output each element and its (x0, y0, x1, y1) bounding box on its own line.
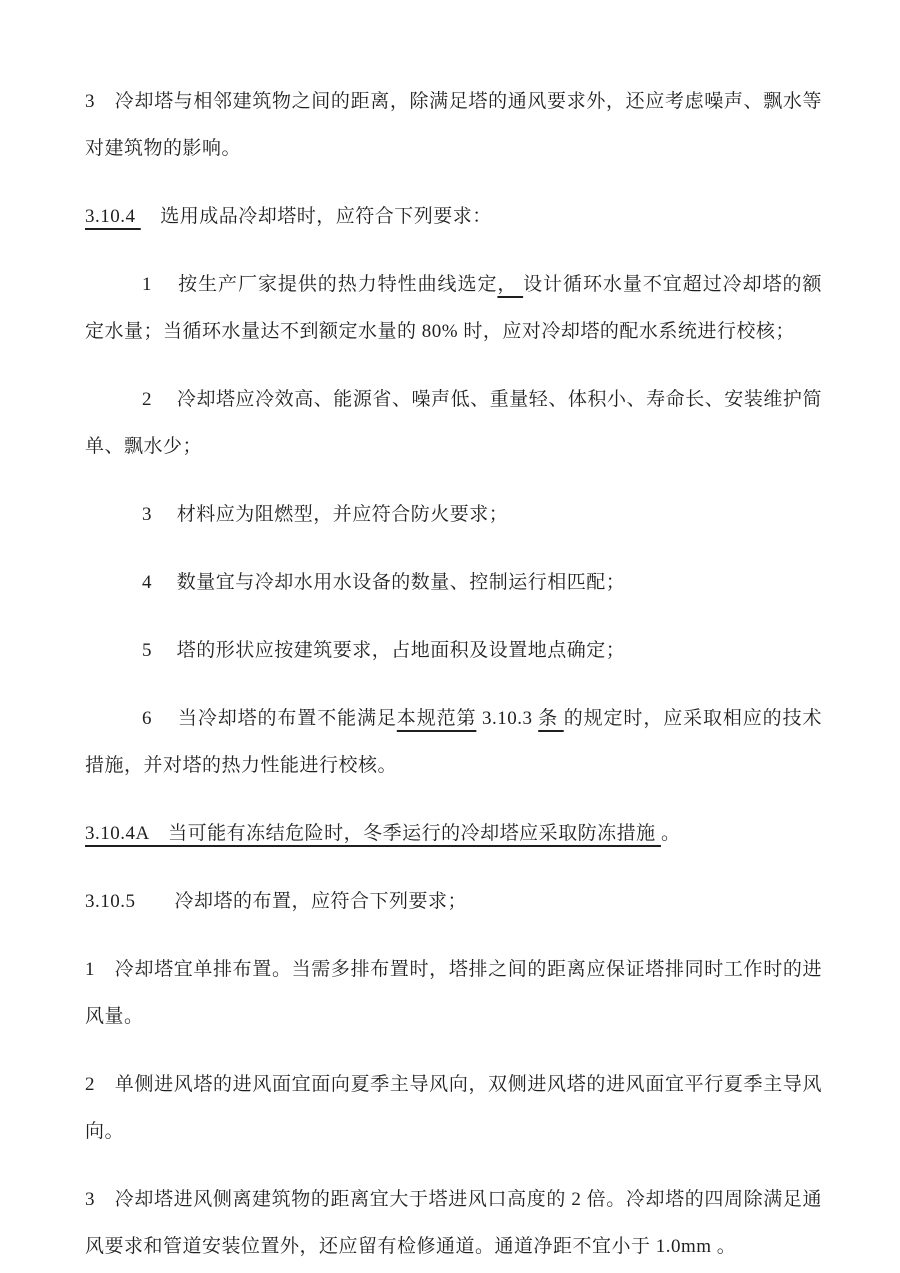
underlined-reference: 本规范第 (396, 708, 477, 729)
underlined-reference: 条 (538, 708, 564, 729)
text-segment: 3 冷却塔与相邻建筑物之间的距离，除满足塔的通风要求外，还应考虑噪声、飘水等对建筑物的影响。 (85, 91, 822, 159)
underlined-comma: ， (497, 274, 524, 295)
text-segment: 3 材料应为阻燃型，并应符合防火要求； (142, 504, 509, 525)
text-segment: 1 冷却塔宜单排布置。当需多排布置时，塔排之间的距离应保证塔排同时工作时的进风量。 (85, 959, 822, 1027)
sub-item-2 (85, 376, 822, 470)
text-segment: 选用成品冷却塔时，应符合下列要求： (140, 206, 492, 227)
clause-item-3 (85, 78, 822, 172)
text-segment: 1 按生产厂家提供的热力特性曲线选定 (142, 274, 498, 295)
clause-number-underlined: 3.10.4 (85, 206, 141, 227)
heading-3-10-4 (85, 193, 822, 240)
text-segment: 设计循环水量不宜超过冷却塔的额定水量；当循环水量达不到额定水量的 80% 时，应对冷却塔的配水系统进行校核； (85, 274, 822, 342)
text-segment: 4 数量宜与冷却水用水设备的数量、控制运行相匹配； (142, 572, 626, 593)
sub-item-1 (85, 261, 822, 355)
clause-item-2 (85, 1061, 822, 1155)
heading-3-10-5 (85, 878, 822, 925)
clause-item-1 (85, 946, 822, 1040)
clause-3-10-4A (85, 810, 822, 857)
text-segment: 5 塔的形状应按建筑要求，占地面积及设置地点确定； (142, 640, 626, 661)
clause-item-3b (85, 1176, 822, 1270)
clause-reference-number: 3.10.3 (476, 708, 539, 729)
text-segment: 。 (660, 823, 681, 844)
text-segment: 6 当冷却塔的布置不能满足 (142, 708, 397, 729)
sub-item-3 (85, 491, 822, 538)
text-segment: 的规定时，应采取相应的技术措施，并对塔的热力性能进行校核。 (85, 708, 822, 776)
text-segment: 2 单侧进风塔的进风面宜面向夏季主导风向，双侧进风塔的进风面宜平行夏季主导风向。 (85, 1074, 822, 1142)
underlined-clause-text: 3.10.4A 当可能有冻结危险时，冬季运行的冷却塔应采取防冻措施 (85, 823, 661, 844)
text-segment: 3 冷却塔进风侧离建筑物的距离宜大于塔进风口高度的 2 倍。冷却塔的四周除满足通风要求和管道安装位置外，还应留有检修通道。通道净距不宜小于 1.0mm 。 (85, 1189, 822, 1257)
sub-item-5 (85, 627, 822, 674)
text-segment: 2 冷却塔应冷效高、能源省、噪声低、重量轻、体积小、寿命长、安装维护简单、飘水少； (85, 389, 822, 457)
text-segment: 3.10.5 冷却塔的布置，应符合下列要求； (85, 891, 468, 912)
sub-item-4 (85, 559, 822, 606)
sub-item-6 (85, 695, 822, 789)
